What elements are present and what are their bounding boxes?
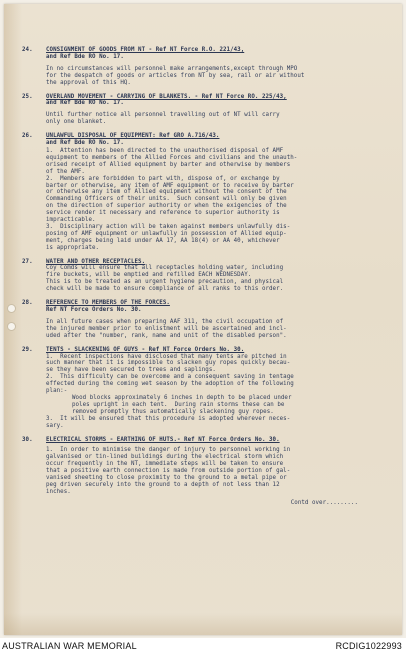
item-heading: REFERENCE TO MEMBERS OF THE FORCES. xyxy=(46,300,170,307)
item-heading: UNLAWFUL DISPOSAL OF EQUIPMENT: Ref GRO A.716/43. xyxy=(46,133,220,140)
item-paragraph: 1. Recent inspections have disclosed that many tents are pitched in such manner that it is impossible to slacken guy ropes quickly becau- se they have been secured to trees and saplings. 2. This difficulty can be overcome and a consequent saving in tentage effected during the coming wet season by the adoption of the following plan:- xyxy=(46,353,294,395)
item-paragraph: In no circumstances will personnel make arrangements,except through MPO for the despatch of goods or articles from NT by sea, rail or air without the approval of this HQ. xyxy=(46,65,305,86)
continued-note: Contd over......... xyxy=(290,499,358,506)
item-paragraph: Until further notice all personnel travelling out of NT will carry only one blanket. xyxy=(46,112,280,126)
item-number: 30. xyxy=(22,436,33,443)
orders-text xyxy=(22,47,394,514)
item-number: 28. xyxy=(22,300,33,307)
item-number: 27. xyxy=(22,258,33,265)
item-reference: and Ref Bde RO No. 17. xyxy=(46,140,124,147)
item-paragraph: In all future cases when preparing AAF 311, the civil occupation of the injured member prior to enlistment will be ascertained and incl- uded after the "number, rank, name and unit of the disabled person". xyxy=(46,318,287,339)
order-item-29 xyxy=(22,347,394,430)
item-heading: OVERLAND MOVEMENT - CARRYING OF BLANKETS. - Ref NT Force RO. 225/43, xyxy=(46,93,287,100)
item-reference: and Ref Bde RO No. 17. xyxy=(46,53,124,60)
item-paragraph: 3. It will be ensured that this procedure is adopted wherever neces- sary. xyxy=(46,415,291,429)
item-paragraph: 1. In order to minimise the danger of injury to personnel working in galvanised or tin-lined buildings during the electrical storm which occur frequently in the NT, immediate steps will be taken to ensure that a positive earth connection is made from outside portion of gal- vanised sheeting to close proximity to the ground to a metal pipe or peg driven securely into the ground to a depth of not less than 12 inches. xyxy=(46,447,291,495)
document-page xyxy=(4,4,402,635)
item-paragraph: 1. Attention has been directed to the unauthorised disposal of AMF equipment to members of the Allied Forces and civilians and the unauth- orised receipt of Allied equipment by barter and otherwise by members of the AMF. 2. Members are forbidden to part with, dispose of, or exchange by barter or otherwise, any item of AMF equipment or to receive by barter or otherwise any item of Allied equipment without the consent of the Commanding Officers of their units. Such consent will only be given on the direction of superior authority or when the exigencies of the service render it necessary and reference to superior authority is impracticable. 3. Disciplinary action will be taken against members unlawfully dis- posing of AMF equipment or unlawfully in possession of Allied equip- ment, charges being laid under AA 17, AA 18(4) or AA 40, whichever is appropriate. xyxy=(46,147,298,251)
item-number: 29. xyxy=(22,346,33,353)
item-paragraph: Coy Comds will ensure that all receptacles holding water, including fire buckets, will be emptied and refilled EACH WEDNESDAY. This is to be treated as an urgent hygiene precaution, and physical check will be made to ensure compliance of all ranks to this order. xyxy=(46,265,284,293)
item-number: 24. xyxy=(22,47,33,53)
item-number: 26. xyxy=(22,133,33,140)
item-heading: TENTS - SLACKENING OF GUYS - Ref NT Force Orders No. 30. xyxy=(46,346,245,353)
order-item-26 xyxy=(22,133,394,251)
order-item-30 xyxy=(22,437,394,507)
item-heading: WATER AND OTHER RECEPTACLES. xyxy=(46,258,146,265)
item-indented-paragraph: Wood blocks approximately 6 inches in depth to be placed under poles upright in each tent. During rain storms these can be removed promptly thus automatically slackening guy ropes. xyxy=(72,394,292,415)
order-item-24 xyxy=(22,47,394,87)
item-reference: Ref NT Force Orders No. 30. xyxy=(46,307,142,313)
order-item-28 xyxy=(22,300,394,340)
archive-credit: AUSTRALIAN WAR MEMORIAL xyxy=(2,641,137,651)
item-reference: and Ref Bde RO No. 17. xyxy=(46,100,124,107)
paper-stain xyxy=(4,613,402,635)
item-number: 25. xyxy=(22,93,33,100)
paper-stain xyxy=(4,4,22,635)
record-id: RCDIG1022993 xyxy=(335,641,402,651)
order-item-27 xyxy=(22,259,394,294)
punch-hole xyxy=(7,304,16,313)
punch-hole xyxy=(7,322,16,331)
order-item-25 xyxy=(22,94,394,127)
item-heading: CONSIGNMENT OF GOODS FROM NT - Ref NT Force R.O. 221/43, xyxy=(46,47,245,53)
item-heading: ELECTRICAL STORMS - EARTHING OF HUTS.- Ref NT Force Orders No. 30. xyxy=(46,436,280,443)
